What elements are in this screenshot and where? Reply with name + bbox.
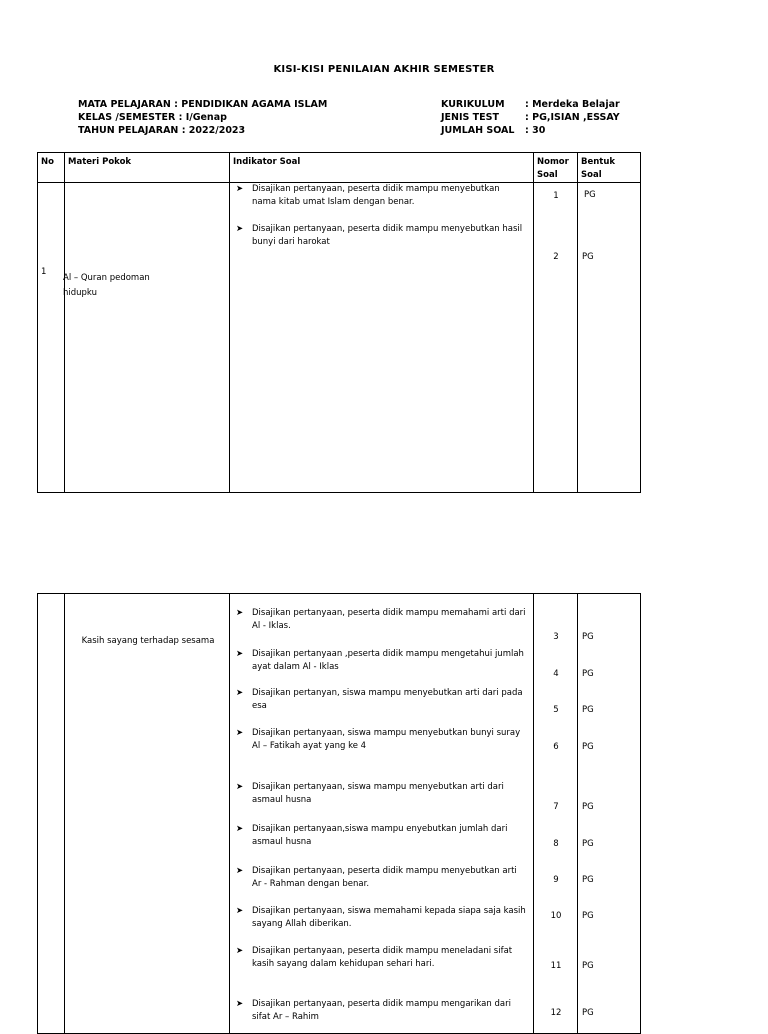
nomor-cell xyxy=(534,594,578,1034)
bullet-arrow-icon: ➤ xyxy=(236,608,244,618)
materi-text: Kasih sayang terhadap sesama xyxy=(81,636,215,646)
bullet-arrow-icon: ➤ xyxy=(236,946,244,956)
list-item xyxy=(236,183,526,209)
bentuk-cell xyxy=(578,594,641,1034)
question-type: PG xyxy=(582,632,594,642)
bullet-arrow-icon: ➤ xyxy=(236,906,244,916)
list-item xyxy=(236,781,526,807)
question-type: PG xyxy=(582,839,594,849)
indicator-text: Disajikan pertanyaan, siswa memahami kepada siapa saja kasih sayang Allah diberikan. xyxy=(252,906,526,929)
materi-text: Al – Quran pedoman hidupku xyxy=(63,273,150,298)
indikator-cell xyxy=(230,594,534,1034)
list-item xyxy=(236,998,526,1024)
bullet-arrow-icon: ➤ xyxy=(236,999,244,1009)
test-type-line xyxy=(441,111,620,124)
question-number: 1 xyxy=(553,191,559,201)
list-item xyxy=(236,648,526,674)
bentuk-cell xyxy=(578,183,641,493)
question-type: PG xyxy=(582,961,594,971)
table-header-row xyxy=(38,153,641,183)
list-item xyxy=(236,865,526,891)
question-number: 5 xyxy=(553,705,559,715)
list-item xyxy=(236,223,526,249)
curriculum-line xyxy=(441,98,620,111)
nomor-cell xyxy=(534,183,578,493)
question-number: 12 xyxy=(550,1008,562,1018)
question-number: 2 xyxy=(553,252,559,262)
question-count-value: : 30 xyxy=(525,125,546,136)
question-type: PG xyxy=(582,252,594,262)
indikator-cell xyxy=(230,183,534,493)
bullet-arrow-icon: ➤ xyxy=(236,224,244,234)
question-number: 8 xyxy=(553,839,559,849)
indicator-text: Disajikan pertanyaan, peserta didik mampu meneladani sifat kasih sayang dalam kehidupan sehari hari. xyxy=(252,946,513,969)
question-number: 4 xyxy=(553,669,559,679)
question-type: PG xyxy=(582,1008,594,1018)
indicator-text: Disajikan pertanyaan, siswa mampu menyebutkan arti dari asmaul husna xyxy=(252,782,504,805)
bullet-arrow-icon: ➤ xyxy=(236,649,244,659)
table-row xyxy=(38,594,641,1034)
materi-cell xyxy=(65,183,230,493)
header-indikator: Indikator Soal xyxy=(230,153,534,183)
indicator-text: Disajikan pertanyaan,siswa mampu enyebutkan jumlah dari asmaul husna xyxy=(252,824,508,847)
question-count-line xyxy=(441,124,620,137)
materi-cell xyxy=(65,594,230,1034)
indicator-text: Disajikan pertanyan, siswa mampu menyebutkan arti dari pada esa xyxy=(252,688,523,711)
indicator-text: Disajikan pertanyaan, peserta didik mampu mengarikan dari sifat Ar – Rahim xyxy=(252,999,511,1022)
question-number: 10 xyxy=(550,911,562,921)
question-type: PG xyxy=(582,875,594,885)
question-count-label: JUMLAH SOAL xyxy=(441,125,515,136)
question-number: 11 xyxy=(550,961,562,971)
list-item xyxy=(236,687,526,713)
curriculum-label: KURIKULUM xyxy=(441,99,505,110)
list-item xyxy=(236,727,526,753)
list-item xyxy=(236,607,526,633)
table-row xyxy=(38,183,641,493)
bullet-arrow-icon: ➤ xyxy=(236,782,244,792)
bullet-arrow-icon: ➤ xyxy=(236,184,244,194)
no-cell xyxy=(38,594,65,1034)
subject-info xyxy=(78,98,327,137)
no-cell xyxy=(38,183,65,493)
list-item xyxy=(236,905,526,931)
bullet-arrow-icon: ➤ xyxy=(236,866,244,876)
question-type: PG xyxy=(582,742,594,752)
question-number: 7 xyxy=(553,802,559,812)
indicator-text: Disajikan pertanyaan, peserta didik mampu menyebutkan nama kitab umat Islam dengan benar. xyxy=(252,184,500,207)
question-type: PG xyxy=(582,669,594,679)
indicator-text: Disajikan pertanyaan ,peserta didik mampu mengetahui jumlah ayat dalam Al - Iklas xyxy=(252,649,524,672)
question-type: PG xyxy=(582,802,594,812)
test-type-value: : PG,ISIAN ,ESSAY xyxy=(525,112,620,123)
exam-info xyxy=(441,98,620,137)
question-type: PG xyxy=(582,705,594,715)
indicator-text: Disajikan pertanyaan, peserta didik mampu memahami arti dari Al - Iklas. xyxy=(252,608,526,631)
header-no: No xyxy=(38,153,65,183)
question-type: PG xyxy=(584,190,596,200)
question-number: 6 xyxy=(553,742,559,752)
row-number: 1 xyxy=(41,267,47,277)
bullet-arrow-icon: ➤ xyxy=(236,728,244,738)
question-number: 3 xyxy=(553,632,559,642)
grid-table-2 xyxy=(37,593,641,1034)
question-number: 9 xyxy=(553,875,559,885)
question-type: PG xyxy=(582,911,594,921)
list-item xyxy=(236,945,526,971)
indicator-text: Disajikan pertanyaan, peserta didik mampu menyebutkan hasil bunyi dari harokat xyxy=(252,224,523,247)
header-nomor: Nomor Soal xyxy=(534,153,578,183)
indicator-text: Disajikan pertanyaan, siswa mampu menyebutkan bunyi suray Al – Fatikah ayat yang ke 4 xyxy=(252,728,521,751)
test-type-label: JENIS TEST xyxy=(441,112,499,123)
curriculum-value: : Merdeka Belajar xyxy=(525,99,620,110)
class-semester-line: KELAS /SEMESTER : I/Genap xyxy=(78,112,227,123)
school-year-line: TAHUN PELAJARAN : 2022/2023 xyxy=(78,125,246,136)
list-item xyxy=(236,823,526,849)
bullet-arrow-icon: ➤ xyxy=(236,688,244,698)
grid-table-1 xyxy=(37,152,641,493)
page-title: KISI-KISI PENILAIAN AKHIR SEMESTER xyxy=(273,64,495,75)
header-materi: Materi Pokok xyxy=(65,153,230,183)
header-bentuk: Bentuk Soal xyxy=(578,153,641,183)
indicator-text: Disajikan pertanyaan, peserta didik mampu menyebutkan arti Ar - Rahman dengan benar. xyxy=(252,866,517,889)
subject-line: MATA PELAJARAN : PENDIDIKAN AGAMA ISLAM xyxy=(78,99,328,110)
bullet-arrow-icon: ➤ xyxy=(236,824,244,834)
